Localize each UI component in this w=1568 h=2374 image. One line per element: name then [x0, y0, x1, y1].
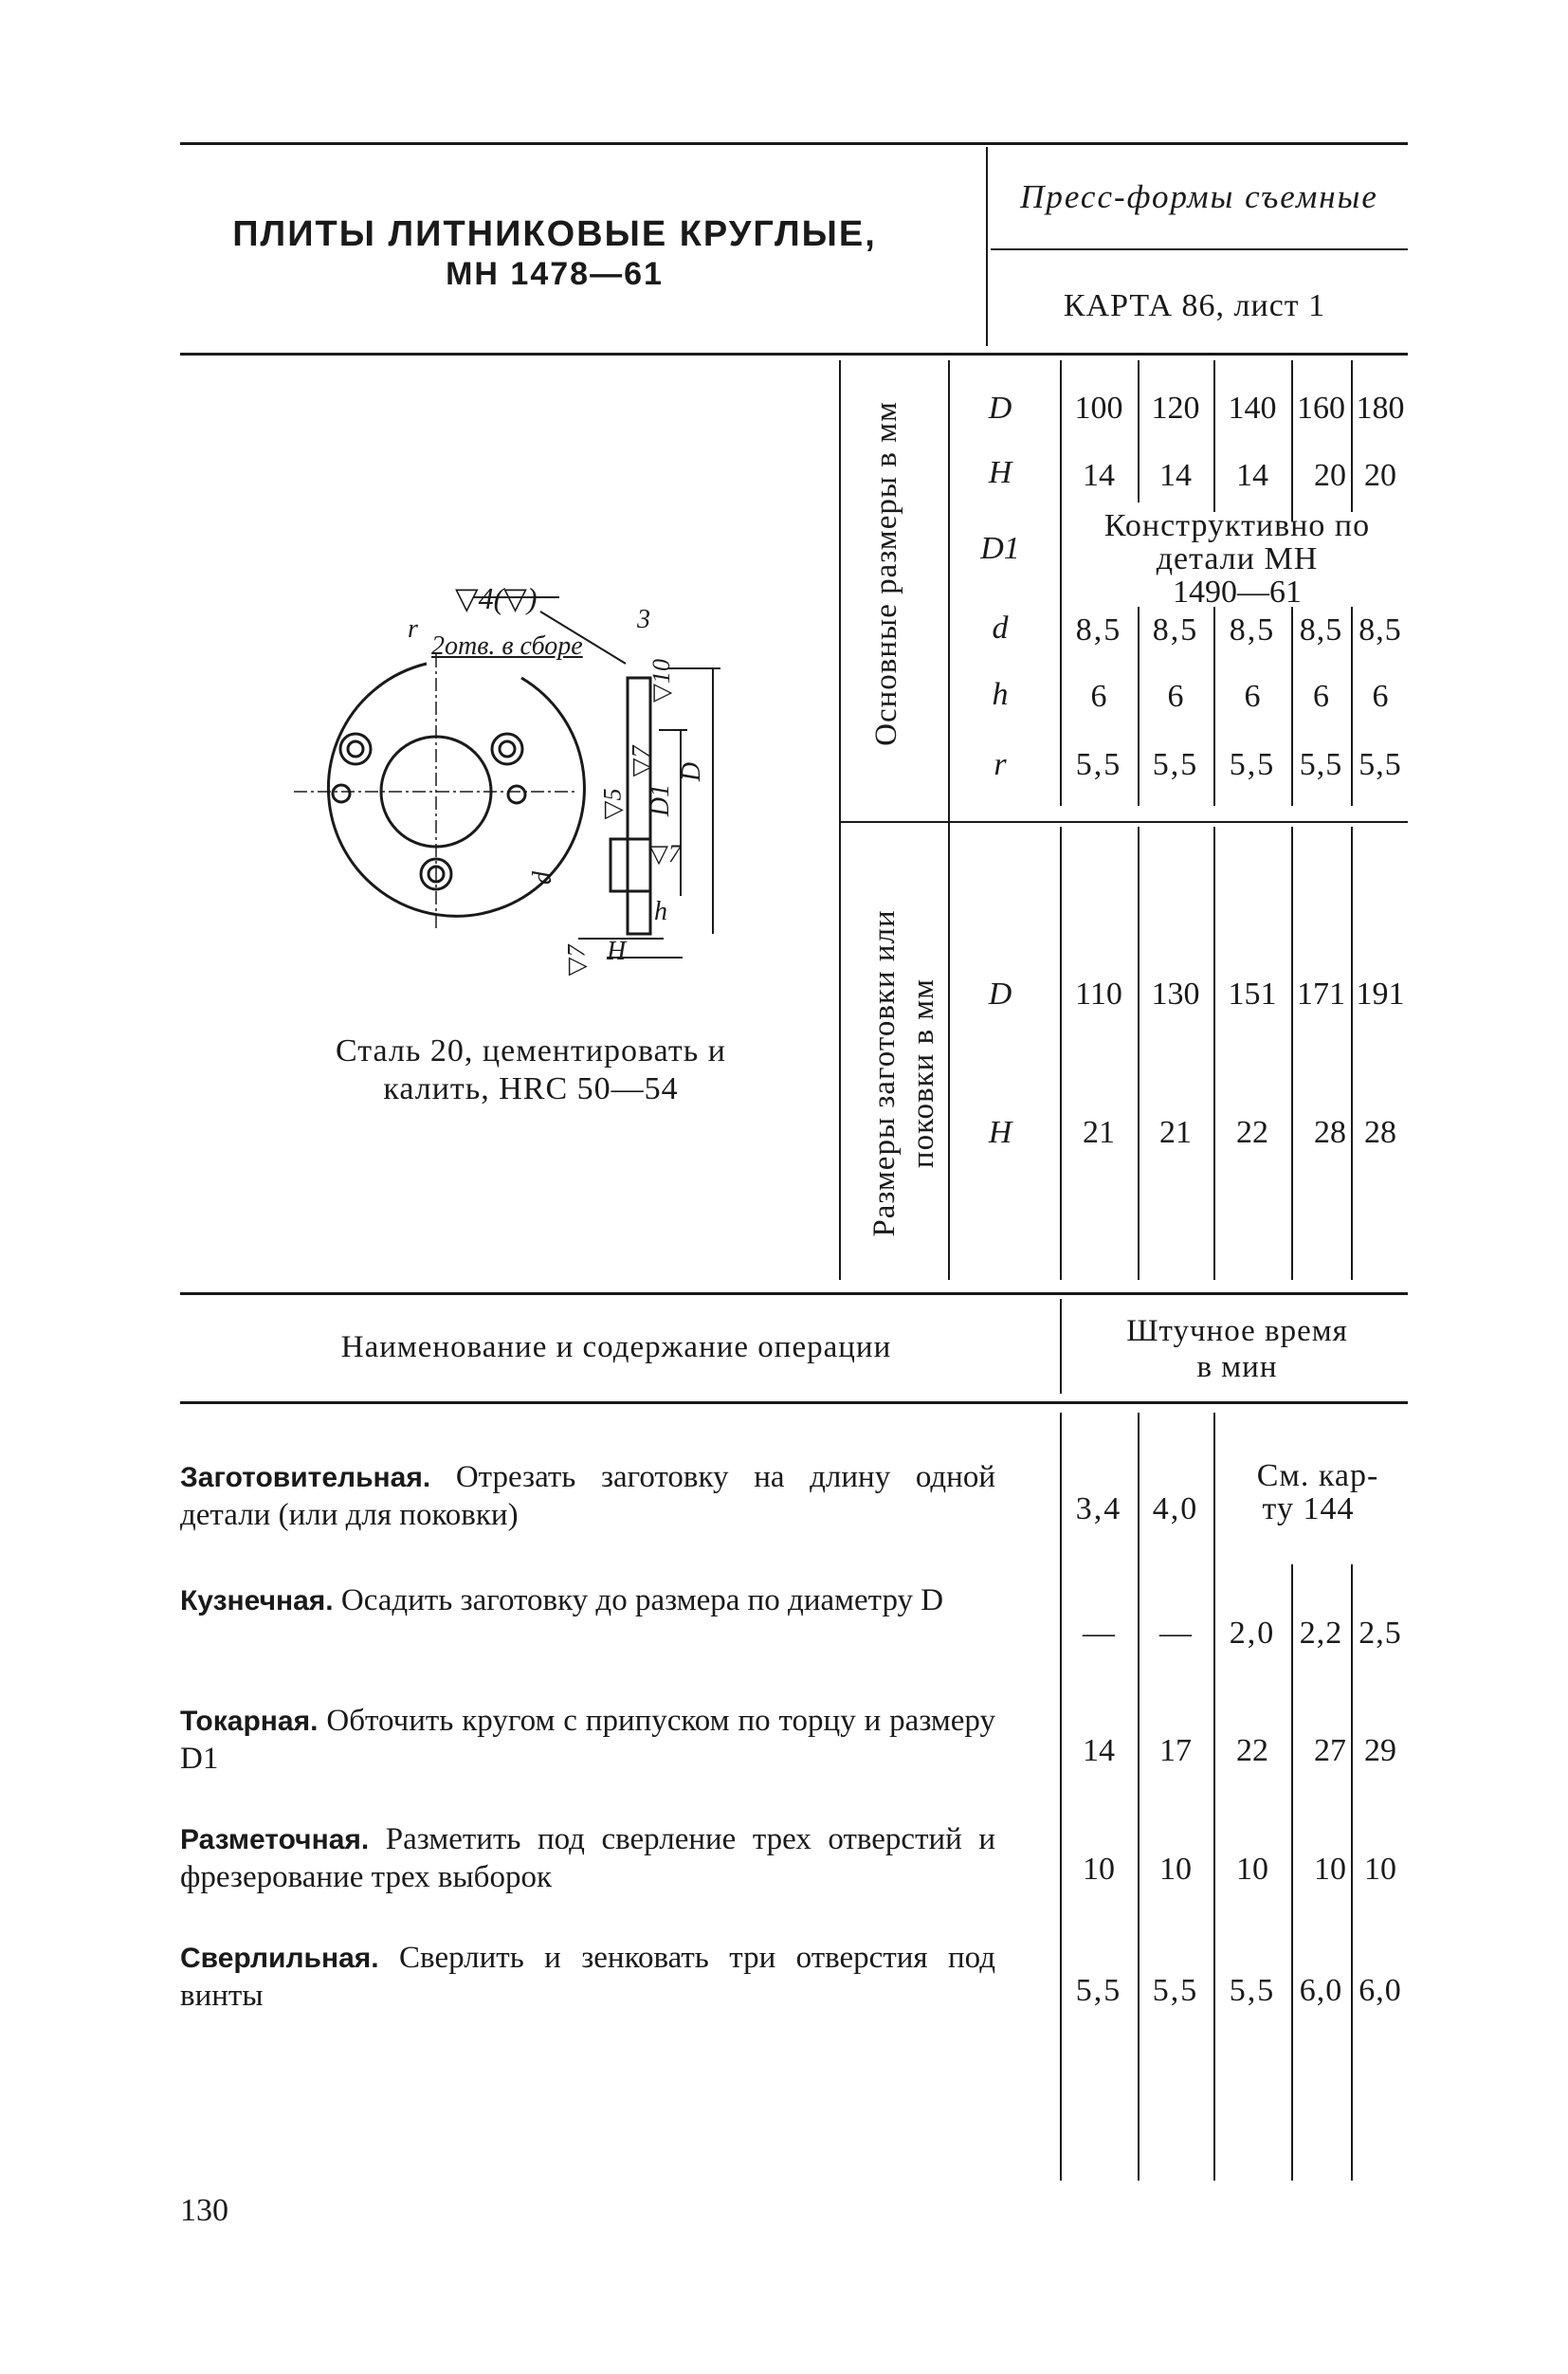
op4-v4: 10 [1314, 1852, 1346, 1887]
roughness-7b: ▽7 [649, 840, 681, 867]
sym-d: d [992, 611, 1009, 646]
op2-v2: — [1159, 1616, 1192, 1651]
ops-col-name: Наименование и содержание операции [340, 1330, 892, 1364]
cell-D1-note-3: 1490—61 [1173, 575, 1302, 610]
card-label: КАРТА 86, лист 1 [1063, 288, 1326, 323]
dim-label-h: h [654, 897, 667, 926]
cell-H-5: 20 [1364, 458, 1396, 493]
blank-D-3: 151 [1228, 977, 1277, 1012]
ops-col-sep-1 [1138, 1413, 1140, 2181]
category-label: Пресс-формы съемные [1020, 178, 1378, 215]
ops-col-sep-0 [1060, 1413, 1062, 2181]
page-title: ПЛИТЫ ЛИТНИКОВЫЕ КРУГЛЫЕ, [232, 214, 877, 254]
dim-label-d: d [528, 871, 557, 885]
ops-col-sep-2 [1213, 1413, 1215, 2181]
roughness-5: ▽5 [598, 788, 627, 820]
ops-top-rule [180, 1292, 1408, 1295]
blank-H-3: 22 [1236, 1115, 1268, 1150]
cell-h-3: 6 [1244, 679, 1261, 714]
op5-v1: 5,5 [1075, 1973, 1122, 2008]
cell-H-4: 20 [1314, 458, 1346, 493]
cell-r-1: 5,5 [1075, 747, 1122, 782]
op-name-3: Токарная. [180, 1706, 319, 1737]
blank-sep-3 [1213, 827, 1215, 1280]
cell-D1-note-1: Конструктивно по [1103, 508, 1371, 543]
top-rule [180, 142, 1408, 145]
blank-sep-5 [1351, 827, 1353, 1280]
header-sub-rule [991, 248, 1408, 250]
cell-H-3: 14 [1236, 458, 1268, 493]
cell-h-4: 6 [1313, 679, 1329, 714]
sym-r: r [994, 747, 1007, 782]
blank-H-4: 28 [1314, 1115, 1346, 1150]
cell-D-1: 100 [1074, 391, 1123, 426]
op5-v3: 5,5 [1229, 1973, 1276, 2008]
header-divider [986, 147, 988, 346]
op3-v5: 29 [1364, 1733, 1396, 1768]
dim-label-D1: D1 [646, 783, 676, 817]
op2-v4: 2,2 [1299, 1616, 1343, 1651]
op1-v2: 4,0 [1152, 1491, 1199, 1526]
material-note-1: Сталь 20, цементировать и [336, 1033, 726, 1068]
col-sep-4 [1291, 360, 1293, 521]
dim-label-r: r [408, 614, 418, 644]
blank-sym-H: H [988, 1115, 1012, 1150]
standard-number: МН 1478—61 [446, 256, 664, 292]
cell-h-5: 6 [1372, 679, 1389, 714]
op4-v2: 10 [1159, 1852, 1192, 1887]
cell-r-4: 5,5 [1299, 747, 1343, 782]
blank-dims-heading-1: Размеры заготовки или [867, 909, 902, 1237]
op3-v4: 27 [1314, 1733, 1346, 1768]
finish-mark: ▽4(▽) [455, 581, 538, 615]
op1-merged-2: ту 144 [1262, 1491, 1355, 1526]
dim-label-3: 3 [637, 605, 650, 634]
blank-H-1: 21 [1083, 1115, 1115, 1150]
holes-note: 2отв. в сборе [431, 631, 583, 661]
ops-col-time-2: в мин [1196, 1350, 1278, 1384]
dims-left-border [839, 360, 841, 1280]
op-text-5: Сверлить и зенковать три отверстия под винты [180, 1941, 995, 2014]
cell-D-4: 160 [1297, 391, 1345, 426]
blank-H-2: 21 [1159, 1115, 1192, 1150]
op5-v4: 6,0 [1299, 1973, 1343, 2008]
op-text-3: Обточить кругом с припуском по торцу и размеру D1 [180, 1704, 995, 1777]
cell-h-2: 6 [1167, 679, 1184, 714]
op-text-4: Разметить под сверление трех отверстий и фрезерование трех выборок [180, 1822, 995, 1895]
cell-D-3: 140 [1228, 391, 1277, 426]
ops-header-divider [1060, 1299, 1062, 1394]
cell-d-2: 8,5 [1152, 612, 1199, 648]
cell-d-1: 8,5 [1075, 612, 1122, 648]
sym-h: h [992, 677, 1009, 712]
blank-sym-D: D [988, 977, 1012, 1012]
op3-v3: 22 [1236, 1733, 1268, 1768]
cell-D-5: 180 [1356, 391, 1405, 426]
op-name-5: Сверлильная. [180, 1943, 379, 1974]
op5-v5: 6,0 [1358, 1973, 1402, 2008]
cell-r-5: 5,5 [1358, 747, 1402, 782]
dims-mid-rule [839, 821, 1408, 823]
cell-d-3: 8,5 [1229, 612, 1276, 648]
page-number: 130 [180, 2193, 228, 2228]
op-name-4: Разметочная. [180, 1824, 370, 1855]
blank-D-1: 110 [1075, 977, 1122, 1012]
op2-v1: — [1083, 1616, 1115, 1651]
blank-D-2: 130 [1151, 977, 1200, 1012]
cell-H-2: 14 [1159, 458, 1192, 493]
op-text-1: Отрезать заготовку на длину одной детали (или для поковки) [180, 1460, 995, 1533]
dim-label-D: D [677, 761, 707, 782]
op-name-1: Заготовительная. [180, 1462, 431, 1493]
blank-dims-heading [866, 869, 945, 1277]
op2-v5: 2,5 [1358, 1616, 1402, 1651]
op4-v3: 10 [1236, 1852, 1268, 1887]
op4-v1: 10 [1083, 1852, 1115, 1887]
op3-v1: 14 [1083, 1733, 1115, 1768]
op1-merged-1: См. кар- [1256, 1458, 1379, 1493]
op-name-2: Кузнечная. [180, 1585, 334, 1616]
cell-h-1: 6 [1090, 679, 1107, 714]
op-row-5 [180, 1939, 995, 2016]
op1-v1: 3,4 [1075, 1491, 1122, 1526]
sym-D1: D1 [980, 531, 1020, 566]
roughness-7a: ▽7 [627, 745, 655, 777]
header-bottom-rule [180, 353, 1408, 356]
roughness-10: ▽10 [647, 659, 675, 703]
cell-D-2: 120 [1151, 391, 1200, 426]
op4-v5: 10 [1364, 1852, 1396, 1887]
op-row-1 [180, 1458, 995, 1535]
dims-symbol-border [948, 360, 950, 1280]
sym-H: H [988, 455, 1012, 490]
cell-r-3: 5,5 [1229, 747, 1276, 782]
sym-D: D [988, 391, 1012, 426]
op-row-4 [180, 1820, 995, 1897]
op3-v2: 17 [1159, 1733, 1192, 1768]
op-row-2 [180, 1581, 995, 1619]
op-text-2: Осадить заготовку до размера по диаметру D [340, 1583, 944, 1617]
blank-H-5: 28 [1364, 1115, 1396, 1150]
op-row-3 [180, 1702, 995, 1779]
basic-dims-heading: Основные размеры в мм [869, 401, 903, 746]
cell-d-4: 8,5 [1299, 612, 1343, 648]
blank-D-5: 191 [1356, 977, 1405, 1012]
cell-D1-note-2: детали МН [1156, 541, 1319, 576]
blank-sep-1 [1060, 827, 1062, 1280]
material-note-2: калить, HRC 50—54 [383, 1071, 679, 1106]
cell-d-5: 8,5 [1358, 612, 1402, 648]
cell-r-2: 5,5 [1152, 747, 1199, 782]
blank-sep-4 [1291, 827, 1293, 1280]
dim-label-H: H [607, 937, 627, 966]
blank-D-4: 171 [1297, 977, 1345, 1012]
cell-H-1: 14 [1083, 458, 1115, 493]
op2-v3: 2,0 [1229, 1616, 1276, 1651]
ops-col-time-1: Штучное время [1126, 1314, 1348, 1348]
blank-sep-2 [1138, 827, 1140, 1280]
ops-header-bottom-rule [180, 1401, 1408, 1404]
blank-dims-heading-2: поковки в мм [906, 977, 941, 1169]
op5-v2: 5,5 [1152, 1973, 1199, 2008]
roughness-7c: ▽7 [562, 944, 591, 977]
